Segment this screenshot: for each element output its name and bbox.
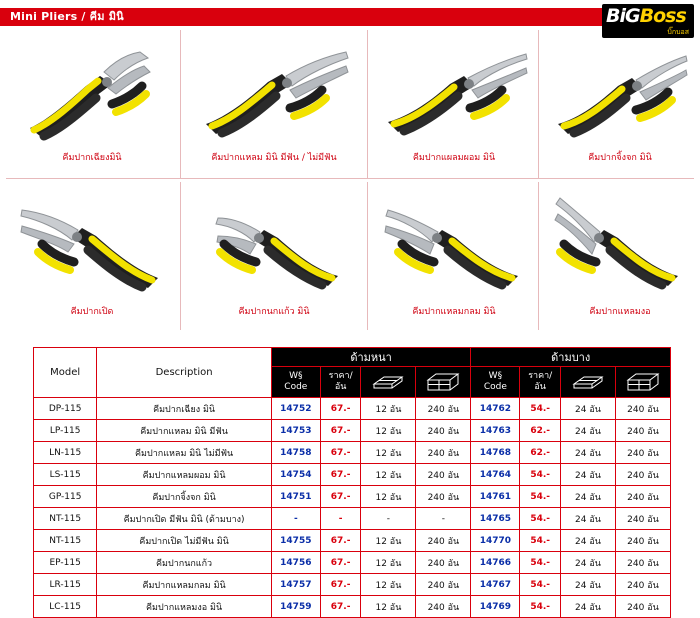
parrot-nose-plier-icon: [188, 186, 360, 304]
header-price-thick-line1: ราคา/: [328, 371, 353, 381]
cell-description: คีมปากแหลม มินิ ไม่มีฟัน: [97, 442, 271, 464]
table-row[interactable]: [34, 398, 671, 420]
cell-pack-thin: 24 อัน: [561, 398, 616, 420]
cell-carton-thin: 240 อัน: [615, 552, 670, 574]
cell-code-thick: -: [271, 508, 320, 530]
cell-price-thick: 67.-: [320, 486, 361, 508]
cell-description: คีมปากแหลมผอม มินิ: [97, 464, 271, 486]
header-pack-icon-thin: [561, 367, 616, 398]
cell-carton-thick: -: [416, 508, 471, 530]
cell-carton-thin: 240 อัน: [615, 530, 670, 552]
cell-carton-thick: 240 อัน: [416, 464, 471, 486]
gallery-divider-v2: [367, 30, 368, 178]
header-code-thick: [271, 367, 320, 398]
cell-pack-thin: 24 อัน: [561, 596, 616, 618]
cell-model: LR-115: [34, 574, 97, 596]
cell-code-thin: 14766: [471, 552, 520, 574]
header-price-thick-line2: อัน: [334, 382, 347, 392]
cell-price-thick: -: [320, 508, 361, 530]
cell-carton-thin: 240 อัน: [615, 486, 670, 508]
cell-code-thin: 14768: [471, 442, 520, 464]
cell-pack-thick: 12 อัน: [361, 552, 416, 574]
page-header: [0, 0, 700, 36]
cell-price-thin: 54.-: [520, 398, 561, 420]
cell-description: คีมปากแหลมกลม มินิ: [97, 574, 271, 596]
cell-model: EP-115: [34, 552, 97, 574]
header-model: Model: [34, 348, 97, 398]
cell-code-thin: 14763: [471, 420, 520, 442]
spec-table-wrapper: [33, 347, 671, 618]
cell-carton-thick: 240 อัน: [416, 442, 471, 464]
gallery-divider-h1: [6, 178, 694, 179]
cell-pack-thin: 24 อัน: [561, 464, 616, 486]
cell-code-thin: 14765: [471, 508, 520, 530]
cell-code-thin: 14762: [471, 398, 520, 420]
cell-model: NT-115: [34, 530, 97, 552]
cell-code-thin: 14770: [471, 530, 520, 552]
gallery-divider-v5: [367, 182, 368, 330]
cell-pack-thick: 12 อัน: [361, 486, 416, 508]
table-row[interactable]: [34, 464, 671, 486]
header-price-thick: [320, 367, 361, 398]
cell-carton-thin: 240 อัน: [615, 596, 670, 618]
bent-nose-plier-icon: [546, 186, 694, 304]
cell-description: คีมปากเปิด มีฟัน มินิ (ด้ามบาง): [97, 508, 271, 530]
table-row[interactable]: [34, 486, 671, 508]
diagonal-cutting-plier-icon: [8, 32, 176, 150]
cell-model: LS-115: [34, 464, 97, 486]
cell-price-thin: 54.-: [520, 486, 561, 508]
header-group-thin: ด้ามบาง: [471, 348, 671, 367]
header-code-thin: [471, 367, 520, 398]
cell-pack-thin: 24 อัน: [561, 530, 616, 552]
cell-code-thick: 14758: [271, 442, 320, 464]
gallery-divider-v1: [180, 30, 181, 178]
product-label-6: คีมปากนกแก้ว มินิ: [238, 307, 310, 317]
header-price-thin-line2: อัน: [534, 382, 546, 392]
cell-price-thick: 67.-: [320, 596, 361, 618]
cell-price-thin: 54.-: [520, 574, 561, 596]
cell-code-thick: 14754: [271, 464, 320, 486]
cell-description: คีมปากแหลมงอ มินิ: [97, 596, 271, 618]
header-code-thick-line1: W§: [289, 371, 303, 381]
cell-code-thick: 14759: [271, 596, 320, 618]
product-cell-8[interactable]: [546, 186, 694, 318]
cell-pack-thin: 24 อัน: [561, 420, 616, 442]
cell-pack-thick: 12 อัน: [361, 420, 416, 442]
cell-pack-thick: 12 อัน: [361, 398, 416, 420]
product-cell-4[interactable]: [546, 32, 694, 164]
spec-table-body: [34, 398, 671, 618]
header-pack-icon-thick: [361, 367, 416, 398]
table-row[interactable]: [34, 596, 671, 618]
table-header-row-1: [34, 348, 671, 367]
product-label-7: คีมปากแหลมกลม มินิ: [412, 307, 496, 317]
cell-carton-thin: 240 อัน: [615, 508, 670, 530]
cell-price-thick: 67.-: [320, 574, 361, 596]
cell-code-thick: 14756: [271, 552, 320, 574]
header-description: Description: [97, 348, 271, 398]
header-code-thin-line2: Code: [483, 382, 507, 392]
header-code-thin-line1: W§: [488, 371, 503, 381]
cell-model: LC-115: [34, 596, 97, 618]
open-nose-plier-icon: [8, 186, 176, 304]
cell-pack-thin: 24 อัน: [561, 486, 616, 508]
cell-code-thick: 14751: [271, 486, 320, 508]
brand-logo-subtext: บิ๊กบอส: [667, 28, 689, 36]
cell-price-thick: 67.-: [320, 420, 361, 442]
cell-price-thick: 67.-: [320, 464, 361, 486]
cell-description: คีมปากจิ้งจก มินิ: [97, 486, 271, 508]
cell-pack-thick: 12 อัน: [361, 442, 416, 464]
table-row[interactable]: [34, 508, 671, 530]
header-carton-icon-thick: [416, 367, 471, 398]
cell-price-thin: 62.-: [520, 420, 561, 442]
header-group-thick: ด้ามหนา: [271, 348, 471, 367]
cell-price-thick: 67.-: [320, 398, 361, 420]
product-cell-1[interactable]: [8, 32, 176, 164]
product-cell-2[interactable]: [188, 32, 360, 164]
product-cell-3[interactable]: [374, 32, 534, 164]
cell-price-thin: 62.-: [520, 442, 561, 464]
cell-carton-thick: 240 อัน: [416, 398, 471, 420]
cell-carton-thin: 240 อัน: [615, 464, 670, 486]
product-gallery: [0, 26, 700, 346]
header-carton-icon-thin: [615, 367, 670, 398]
cell-code-thick: 14757: [271, 574, 320, 596]
gallery-divider-v4: [180, 182, 181, 330]
product-cell-7[interactable]: [374, 186, 534, 318]
product-label-8: คีมปากแหลมงอ: [589, 307, 651, 317]
cell-model: LN-115: [34, 442, 97, 464]
cell-description: คีมปากแหลม มินิ มีฟัน: [97, 420, 271, 442]
round-nose-plier-icon: [374, 186, 534, 304]
cell-code-thick: 14753: [271, 420, 320, 442]
cell-carton-thin: 240 อัน: [615, 420, 670, 442]
cell-code-thin: 14764: [471, 464, 520, 486]
product-cell-6[interactable]: [188, 186, 360, 318]
cell-carton-thin: 240 อัน: [615, 398, 670, 420]
cell-carton-thick: 240 อัน: [416, 574, 471, 596]
cell-carton-thin: 240 อัน: [615, 442, 670, 464]
page-title: Mini Pliers / คีม มินิ: [10, 10, 124, 23]
table-row[interactable]: [34, 552, 671, 574]
cell-price-thick: 67.-: [320, 442, 361, 464]
cell-price-thick: 67.-: [320, 530, 361, 552]
product-label-5: คีมปากเปิด: [70, 307, 114, 317]
gallery-divider-v6: [538, 182, 539, 330]
cell-pack-thick: 12 อัน: [361, 464, 416, 486]
cell-code-thick: 14755: [271, 530, 320, 552]
header-price-thin-line1: ราคา/: [528, 371, 553, 381]
cell-description: คีมปากเฉียง มินิ: [97, 398, 271, 420]
product-cell-5[interactable]: [8, 186, 176, 318]
cell-model: LP-115: [34, 420, 97, 442]
cell-price-thin: 54.-: [520, 464, 561, 486]
product-label-2: คีมปากแหลม มินิ มีฟัน / ไม่มีฟัน: [211, 153, 337, 163]
cell-price-thin: 54.-: [520, 552, 561, 574]
product-label-3: คีมปากแผลมผอม มินิ: [412, 153, 496, 163]
table-row[interactable]: [34, 420, 671, 442]
product-label-4: คีมปากจิ้งจก มินิ: [588, 153, 652, 163]
cell-pack-thick: 12 อัน: [361, 574, 416, 596]
cell-description: คีมปากเปิด ไม่มีฟัน มินิ: [97, 530, 271, 552]
cell-carton-thin: 240 อัน: [615, 574, 670, 596]
cell-model: DP-115: [34, 398, 97, 420]
cell-model: GP-115: [34, 486, 97, 508]
cell-price-thin: 54.-: [520, 596, 561, 618]
cell-pack-thick: -: [361, 508, 416, 530]
cell-pack-thick: 12 อัน: [361, 530, 416, 552]
header-price-thin: [520, 367, 561, 398]
cell-code-thick: 14752: [271, 398, 320, 420]
table-row[interactable]: [34, 442, 671, 464]
table-row[interactable]: [34, 530, 671, 552]
cell-price-thin: 54.-: [520, 508, 561, 530]
cell-price-thick: 67.-: [320, 552, 361, 574]
gallery-divider-v3: [538, 30, 539, 178]
cell-code-thin: 14761: [471, 486, 520, 508]
cell-pack-thin: 24 อัน: [561, 442, 616, 464]
product-label-1: คีมปากเฉียงมินิ: [62, 153, 122, 163]
cell-price-thin: 54.-: [520, 530, 561, 552]
cell-code-thin: 14767: [471, 574, 520, 596]
cell-carton-thick: 240 อัน: [416, 552, 471, 574]
slim-nose-plier-icon: [374, 32, 534, 150]
cell-code-thin: 14769: [471, 596, 520, 618]
table-row[interactable]: [34, 574, 671, 596]
cell-carton-thick: 240 อัน: [416, 530, 471, 552]
lizard-nose-plier-icon: [546, 32, 694, 150]
cell-pack-thick: 12 อัน: [361, 596, 416, 618]
cell-pack-thin: 24 อัน: [561, 574, 616, 596]
cell-description: คีมปากนกแก้ว: [97, 552, 271, 574]
cell-carton-thick: 240 อัน: [416, 596, 471, 618]
brand-logo-text: BiGBoss: [606, 5, 686, 27]
spec-table: [33, 347, 671, 618]
cell-model: NT-115: [34, 508, 97, 530]
cell-carton-thick: 240 อัน: [416, 420, 471, 442]
long-nose-plier-icon: [188, 32, 360, 150]
cell-pack-thin: 24 อัน: [561, 552, 616, 574]
header-code-thick-line2: Code: [284, 382, 308, 392]
cell-pack-thin: 24 อัน: [561, 508, 616, 530]
cell-carton-thick: 240 อัน: [416, 486, 471, 508]
